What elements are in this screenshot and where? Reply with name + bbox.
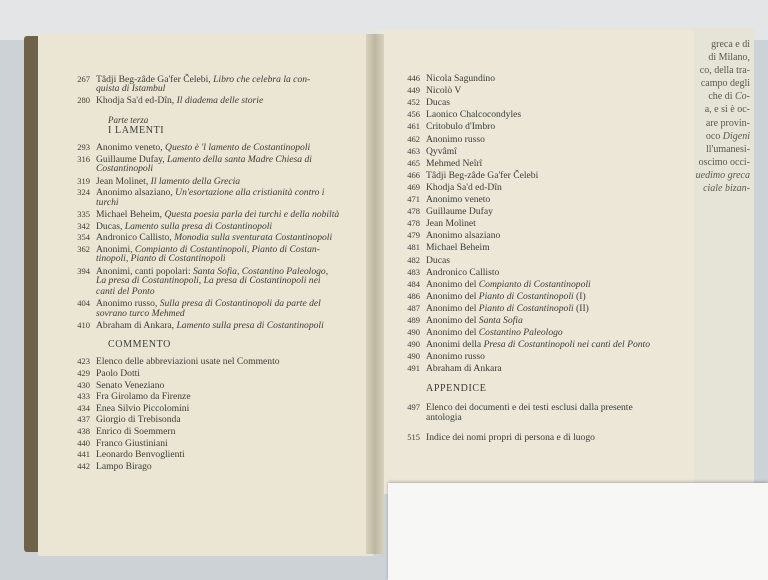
page-number: 497 — [407, 401, 420, 412]
page-number: 449 — [407, 85, 420, 96]
page-number: 491 — [407, 363, 420, 374]
entry-text: Enrico di Soemmern — [96, 426, 176, 437]
back-cover-line — [696, 51, 750, 64]
toc-entry-line — [398, 278, 591, 291]
book-gutter — [366, 34, 384, 554]
page-number: 410 — [77, 320, 90, 331]
back-text-italic: Co- — [735, 91, 750, 103]
entry-text: Guillaume Dufay, — [96, 153, 168, 165]
entry-text: Lampo Birago — [96, 460, 152, 472]
page-number: 438 — [77, 426, 90, 436]
page-number: 293 — [77, 142, 90, 152]
toc-entry-line — [398, 145, 457, 158]
entry-title: canti del Ponto — [96, 285, 155, 297]
entry-title: Santa Sofia, Costantino Paleologo, — [193, 266, 329, 277]
back-cover-line — [696, 130, 750, 143]
entry-text: Abraham di Ankara, — [96, 320, 177, 332]
toc-entry-line — [398, 205, 493, 218]
part-label: Parte terza — [108, 115, 149, 126]
entry-title: quista di Istambul — [96, 83, 166, 95]
back-cover-line — [696, 38, 750, 51]
back-text-plain: oscimo occi- — [698, 156, 750, 168]
page-number: 465 — [407, 157, 420, 168]
toc-entry-line — [68, 197, 119, 209]
back-cover-line — [696, 90, 750, 103]
page-number: 471 — [407, 194, 420, 204]
entry-text: Enea Silvio Piccolomini — [96, 402, 190, 414]
toc-entry-line — [398, 181, 502, 194]
toc-entry-line — [398, 431, 595, 444]
entry-text: Giorgio di Trebisonda — [96, 414, 181, 426]
entry-text: Abraham di Ankara — [426, 363, 502, 375]
back-text-plain: ll'umanesi- — [705, 143, 750, 155]
entry-title: Compianto di Costantinopoli — [478, 278, 591, 290]
toc-entry-line — [398, 302, 589, 315]
page-number: 362 — [77, 244, 90, 254]
section-title: APPENDICE — [426, 382, 487, 394]
entry-text: Indice dei nomi propri di persona e di luogo — [426, 431, 595, 443]
entry-title: Un'esortazione alla cristianità contro i — [175, 187, 325, 199]
back-text-plain: co, della tra- — [699, 65, 750, 77]
entry-text: Anonimo russo — [426, 133, 485, 145]
entry-title: Lamento della santa Madre Chiesa di — [167, 153, 312, 165]
page-number: 319 — [77, 175, 90, 186]
toc-entry-line — [68, 286, 155, 298]
entry-text: Andronico Callisto — [426, 266, 500, 278]
page-number: 354 — [77, 232, 90, 243]
entry-suffix: (II) — [573, 302, 589, 314]
entry-title: turchi — [96, 196, 119, 208]
entry-text: Ducas, — [96, 220, 125, 232]
page-number: 433 — [77, 391, 90, 402]
entry-text: Michael Beheim, — [96, 209, 165, 221]
page-number: 490 — [407, 351, 420, 362]
toc-entry-line — [398, 169, 538, 182]
page-number: 489 — [407, 315, 420, 325]
page-number: 456 — [407, 109, 420, 120]
page-number: 423 — [77, 356, 90, 367]
page-number: 463 — [407, 145, 420, 156]
toc-entry-line — [398, 229, 500, 242]
page-number: 466 — [407, 169, 420, 180]
entry-title: Santa Sofia — [478, 315, 523, 326]
page-number: 394 — [77, 266, 90, 276]
entry-text: Anonimo veneto, — [96, 142, 166, 153]
toc-entry-line — [398, 84, 461, 97]
entry-text: antologia — [426, 411, 462, 423]
page-number: 490 — [407, 327, 420, 338]
toc-entry-line — [398, 314, 523, 327]
entry-text: Critobulo d'Imbro — [426, 121, 496, 133]
entry-title: Presa di Costantinopoli nei canti del Ponto — [483, 339, 651, 351]
back-text-italic: ciale bizan- — [703, 183, 750, 195]
toc-entry-line — [68, 163, 153, 175]
entry-text: Anonimo del — [426, 327, 479, 339]
entry-text: Michael Beheim — [426, 242, 490, 254]
entry-text: Laonico Chalcocondyles — [426, 109, 522, 121]
page-number: 461 — [407, 121, 420, 132]
entry-title: sovrano turco Mehmed — [96, 307, 185, 319]
entry-title: Il diadema delle storie — [176, 94, 264, 106]
entry-text: Anonimo russo — [426, 351, 485, 363]
toc-entry-line — [398, 133, 485, 146]
toc-entry-line — [398, 157, 482, 170]
entry-text: Elenco delle abbreviazioni usate nel Commento — [96, 356, 280, 368]
page-number: 440 — [77, 437, 90, 448]
toc-entry-line — [398, 96, 450, 109]
page-number: 316 — [77, 153, 90, 164]
white-paper-sheet — [388, 483, 768, 580]
entry-title: Monodia sulla sventurata Costantinopoli — [174, 232, 333, 244]
back-cover-line — [696, 103, 750, 116]
entry-text: Anonimo del — [426, 315, 479, 326]
page-number: 481 — [407, 242, 420, 253]
page-number: 441 — [77, 449, 90, 460]
back-cover-line — [696, 64, 750, 77]
toc-entry-line — [398, 217, 476, 230]
page-number: 484 — [407, 278, 420, 289]
entry-text: Anonimo russo, — [96, 298, 160, 310]
entry-text: Tâdji Beg-zâde Ga'fer Čelebi, — [96, 74, 214, 85]
entry-text: Tâdji Beg-zâde Ga'fer Čelebi — [426, 169, 539, 181]
page-number: 487 — [407, 302, 420, 313]
entry-text: Jean Molinet, — [96, 175, 151, 187]
entry-title: Questa poesia parla dei turchi e della nobiltà — [164, 209, 340, 221]
toc-entry-line — [398, 72, 495, 85]
entry-suffix: (I) — [573, 290, 586, 302]
page-number: 446 — [407, 73, 420, 83]
back-cover-line — [696, 182, 750, 195]
entry-text: Anonimo alsaziano — [426, 230, 501, 242]
back-text-plain: oco — [705, 130, 723, 142]
page-number: 324 — [77, 187, 90, 198]
page-number: 483 — [407, 266, 420, 277]
back-text-plain: che di — [708, 91, 735, 103]
entry-text: Ducas — [426, 254, 450, 266]
page-number: 404 — [77, 298, 90, 309]
page-number: 335 — [77, 209, 90, 220]
entry-title: tinopoli, Pianto di Costantinopoli — [96, 253, 226, 265]
toc-entry-line — [398, 241, 490, 254]
entry-title: La presa di Costantinopoli, La presa di Costantinopoli nei — [96, 275, 321, 287]
entry-text: Senato Veneziano — [96, 379, 165, 391]
toc-entry-line — [68, 319, 324, 332]
page-number: 478 — [407, 218, 420, 229]
page-number: 452 — [407, 97, 420, 108]
entry-text: Khodja Sa'd ed-Dîn — [426, 181, 502, 193]
page-number: 478 — [407, 206, 420, 217]
page-number: 486 — [407, 290, 420, 301]
entry-text: Anonimo del — [426, 290, 479, 302]
entry-text: Khodja Sa'd ed-Dîn, — [96, 94, 177, 106]
page-number: 469 — [407, 181, 420, 192]
back-cover-line — [696, 156, 750, 169]
toc-entry-line — [398, 193, 490, 206]
back-cover-text — [696, 38, 750, 195]
toc-entry-line — [398, 350, 485, 363]
page-number: 462 — [407, 133, 420, 144]
entry-text: Jean Molinet — [426, 218, 476, 230]
toc-entry-line — [68, 460, 152, 473]
back-text-plain: di Milano, — [708, 52, 750, 64]
entry-title: Libro che celebra la con- — [213, 74, 311, 85]
entry-text: Anonimo veneto — [426, 194, 491, 205]
entry-title: Il lamento della Grecia — [150, 175, 241, 187]
page-number: 430 — [77, 379, 90, 390]
toc-entry-line — [398, 120, 495, 133]
toc-entry-line — [68, 253, 226, 265]
part-title: I LAMENTI — [108, 124, 165, 136]
page-number: 490 — [407, 339, 420, 350]
back-cover-line — [696, 117, 750, 130]
entry-title: Compianto di Costantinopoli, Pianto di Costan- — [134, 244, 320, 255]
back-text-plain: are provin- — [705, 117, 750, 129]
entry-title: Lamento sulla presa di Costantinopoli — [124, 220, 273, 232]
entry-text: Mehmed Neîrî — [426, 157, 483, 169]
entry-text: Andronico Callisto, — [96, 232, 175, 244]
entry-title: Pianto di Costantinopoli — [478, 290, 574, 302]
entry-text: Leonardo Benvoglienti — [96, 449, 185, 461]
entry-text: Fra Girolamo da Firenze — [96, 391, 191, 403]
entry-text: Anonimo del — [426, 278, 479, 290]
page-number: 429 — [77, 368, 90, 378]
toc-entry-line — [398, 338, 650, 351]
toc-entry-line — [398, 290, 586, 303]
toc-entry-line — [398, 362, 502, 375]
back-cover-line — [696, 169, 750, 182]
page-number: 482 — [407, 254, 420, 265]
entry-text: Nicola Sagundino — [426, 73, 496, 84]
back-cover-line — [696, 143, 750, 156]
toc-entry-line — [398, 326, 563, 339]
page-number: 280 — [77, 94, 90, 105]
entry-title: Pianto di Costantinopoli — [478, 302, 574, 314]
page-number: 342 — [77, 220, 90, 231]
toc-entry-line — [398, 412, 462, 424]
entry-title: Lamento sulla presa di Costantinopoli — [176, 320, 324, 332]
section-title: COMMENTO — [108, 339, 171, 350]
back-text-plain: a, e si è oc- — [704, 104, 750, 116]
entry-text: Paolo Dotti — [96, 368, 140, 379]
page-number: 442 — [77, 460, 90, 471]
entry-text: Ducas — [426, 97, 450, 109]
entry-text: Anonimo del — [426, 302, 479, 314]
entry-text: Nicolò V — [426, 85, 462, 97]
entry-title: Questo è 'l lamento de Costantinopoli — [165, 142, 311, 153]
toc-entry-line — [68, 94, 263, 107]
entry-title: Sulla presa di Costantinopoli da parte del — [159, 298, 321, 310]
back-text-plain: greca e di — [711, 39, 750, 50]
page-number: 434 — [77, 402, 90, 413]
entry-text: Anonimi, canti popolari: — [96, 266, 193, 277]
page-number: 515 — [407, 431, 420, 442]
back-cover-line — [696, 77, 750, 90]
entry-text: Franco Giustiniani — [96, 437, 168, 449]
entry-title: Costantinopoli — [96, 163, 154, 174]
entry-text: Anonimi della — [426, 339, 484, 351]
entry-text: Qyvâmî — [426, 145, 457, 157]
toc-entry-line — [398, 266, 499, 279]
toc-entry-line — [398, 108, 521, 121]
entry-text: Anonimo alsaziano, — [96, 187, 176, 199]
page-number: 437 — [77, 414, 90, 425]
back-text-italic: Digeni — [722, 130, 750, 142]
page-number: 479 — [407, 230, 420, 241]
back-text-italic: uedimo greca — [695, 169, 750, 181]
page-number: 267 — [77, 74, 90, 84]
entry-text: Elenco dei documenti e dei testi esclusi dalla presente — [426, 401, 633, 413]
entry-title: Costantino Paleologo — [478, 327, 563, 339]
toc-entry-line — [398, 254, 450, 267]
entry-text: Anonimi, — [96, 244, 135, 255]
toc-entry-line — [68, 308, 185, 320]
back-text-plain: campo degli — [700, 78, 750, 90]
entry-text: Guillaume Dufay — [426, 206, 493, 218]
